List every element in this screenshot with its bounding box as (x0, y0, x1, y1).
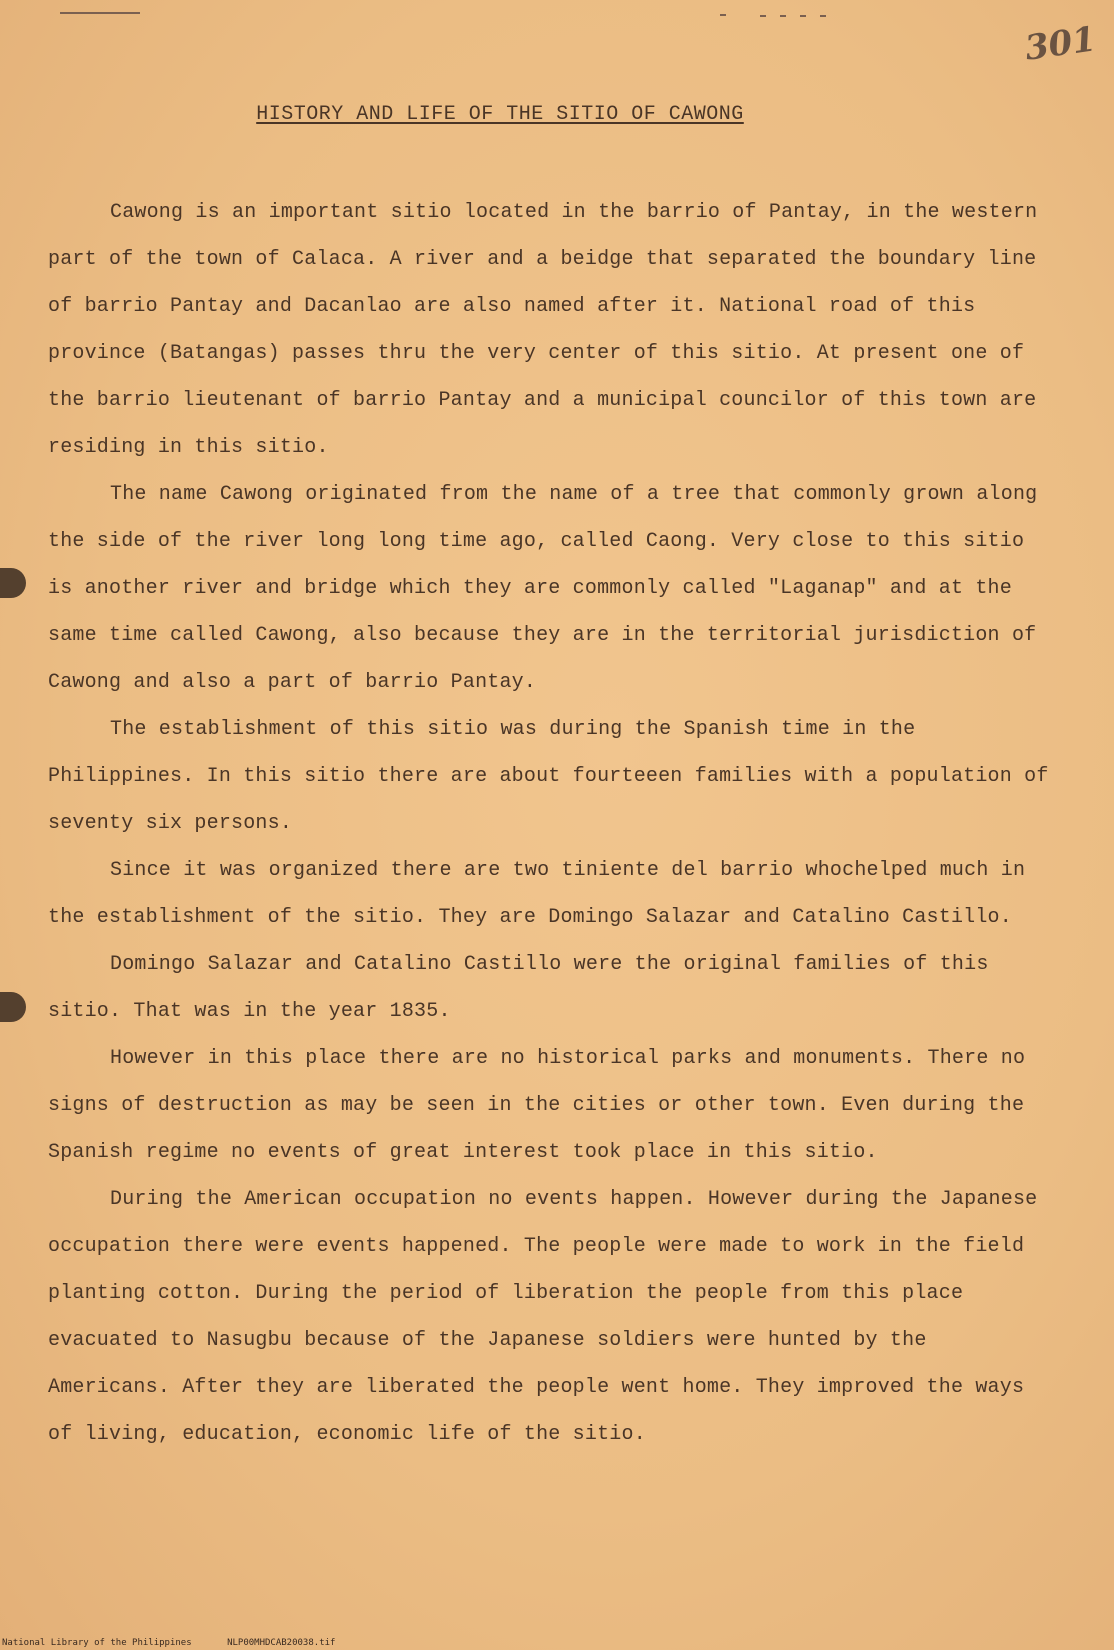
paragraph: Cawong is an important sitio located in the barrio of Pantay, in the western part of the town of Calaca. A river and a beidge that separated the boundary line of barrio Pantay and Dacanlao are also named after it. National road of this province (Batangas) passes thru the very center of this sitio. At present one of the barrio lieutenant of barrio Pantay and a municipal councilor of this town are residing in this sitio. (48, 201, 1038, 459)
paragraph: However in this place there are no historical parks and monuments. There no signs of destruction as may be seen in the cities or other town. Even during the Spanish regime no events of great interest took place in this sitio. (48, 1047, 1026, 1164)
punch-hole-mark (0, 992, 26, 1022)
footer-file: NLP00MHDCAB20038.tif (227, 1638, 336, 1648)
archive-footer (2, 1638, 365, 1648)
paragraph: Since it was organized there are two tiniente del barrio whochelped much in the establishment of the sitio. They are Domingo Salazar and Catalino Castillo. (48, 859, 1026, 929)
page-title: HISTORY AND LIFE OF THE SITIO OF CAWONG (256, 103, 744, 126)
punch-hole-mark (0, 568, 26, 598)
paragraph: The name Cawong originated from the name of a tree that commonly grown along the side of the river long long time ago, called Caong. Very close to this sitio is another river and bridge which they are commonly called "Laganap" and at the same time called Cawong, also because they are in the territorial jurisdiction of Cawong and also a part of barrio Pantay. (48, 483, 1038, 694)
body-text (48, 189, 1058, 1458)
page-number: 301 (1022, 19, 1099, 69)
paragraph: The establishment of this sitio was during the Spanish time in the Philippines. In this sitio there are about fourteeen families with a population of seventy six persons. (48, 718, 1049, 835)
footer-library: National Library of the Philippines (2, 1638, 192, 1648)
paragraph: Domingo Salazar and Catalino Castillo were the original families of this sitio. That was in the year 1835. (48, 953, 989, 1023)
top-edge-marks (0, 2, 1114, 22)
paragraph: During the American occupation no events happen. However during the Japanese occupation there were events happened. The people were made to work in the field planting cotton. During the period of liberation the people from this place evacuated to Nasugbu because of the Japanese soldiers were hunted by the Americans. After they are liberated the people went home. They improved the ways of living, education, economic life of the sitio. (48, 1188, 1038, 1446)
